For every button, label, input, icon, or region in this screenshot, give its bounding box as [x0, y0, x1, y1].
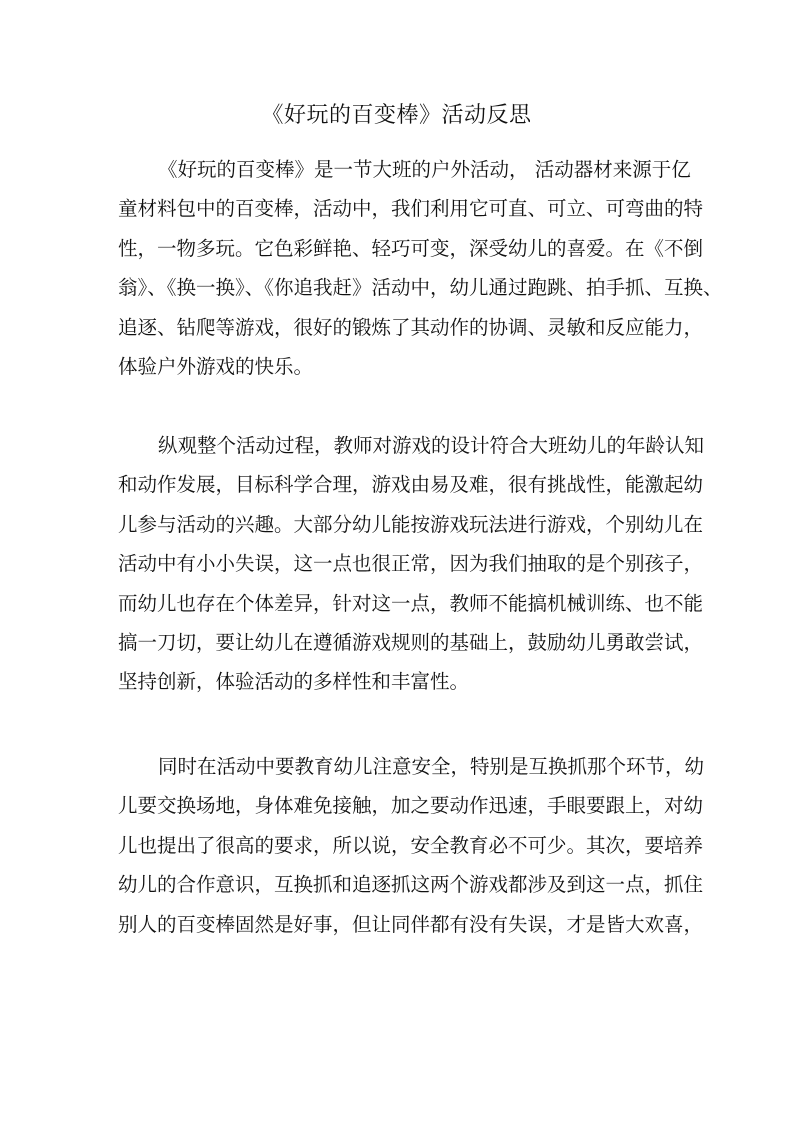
paragraph-line: 和动作发展，目标科学合理，游戏由易及难，很有挑战性，能激起幼 [118, 473, 704, 497]
paragraph-line: 儿也提出了很高的要求，所以说，安全教育必不可少。其次，要培养 [118, 833, 704, 857]
paragraph-line: 追逐、钻爬等游戏，很好的锻炼了其动作的协调、灵敏和反应能力， [118, 315, 704, 339]
paragraph-line: 幼儿的合作意识，互换抓和追逐抓这两个游戏都涉及到这一点，抓住 [118, 873, 704, 897]
paragraph-line: 翁》、《换一换》、《你追我赶》活动中，幼儿通过跑跳、拍手抓、互换、 [118, 276, 723, 300]
paragraph-line: 性，一物多玩。它色彩鲜艳、轻巧可变，深受幼儿的喜爱。在《不倒 [118, 236, 704, 260]
paragraph-line: 儿参与活动的兴趣。大部分幼儿能按游戏玩法进行游戏，个别幼儿在 [118, 512, 704, 536]
paragraph-line: 《好玩的百变棒》是一节大班的户外活动， 活动器材来源于亿 [158, 158, 691, 181]
paragraph-line: 别人的百变棒固然是好事，但让同伴都有没有失误，才是皆大欢喜， [118, 912, 704, 936]
paragraph-line: 体验户外游戏的快乐。 [118, 354, 314, 378]
paragraph-line: 童材料包中的百变棒，活动中，我们利用它可直、可立、可弯曲的特 [118, 197, 704, 221]
paragraph-line: 儿要交换场地，身体难免接触，加之要动作迅速，手眼要跟上，对幼 [118, 794, 704, 818]
document-title: 《好玩的百变棒》活动反思 [261, 103, 532, 128]
paragraph-line: 活动中有小小失误，这一点也很正常，因为我们抽取的是个别孩子， [118, 552, 704, 576]
paragraph-line: 搞一刀切，要让幼儿在遵循游戏规则的基础上，鼓励幼儿勇敢尝试， [118, 630, 704, 654]
paragraph-2 [118, 426, 705, 702]
paragraph-line: 坚持创新，体验活动的多样性和丰富性。 [118, 670, 470, 694]
paragraph-line: 纵观整个活动过程，教师对游戏的设计符合大班幼儿的年龄认知 [158, 434, 705, 457]
paragraph-1 [118, 150, 723, 386]
paragraph-line: 同时在活动中要教育幼儿注意安全，特别是互换抓那个环节，幼 [158, 755, 705, 778]
paragraph-3 [118, 747, 705, 944]
paragraph-line: 而幼儿也存在个体差异，针对这一点，教师不能搞机械训练、也不能 [118, 591, 704, 615]
